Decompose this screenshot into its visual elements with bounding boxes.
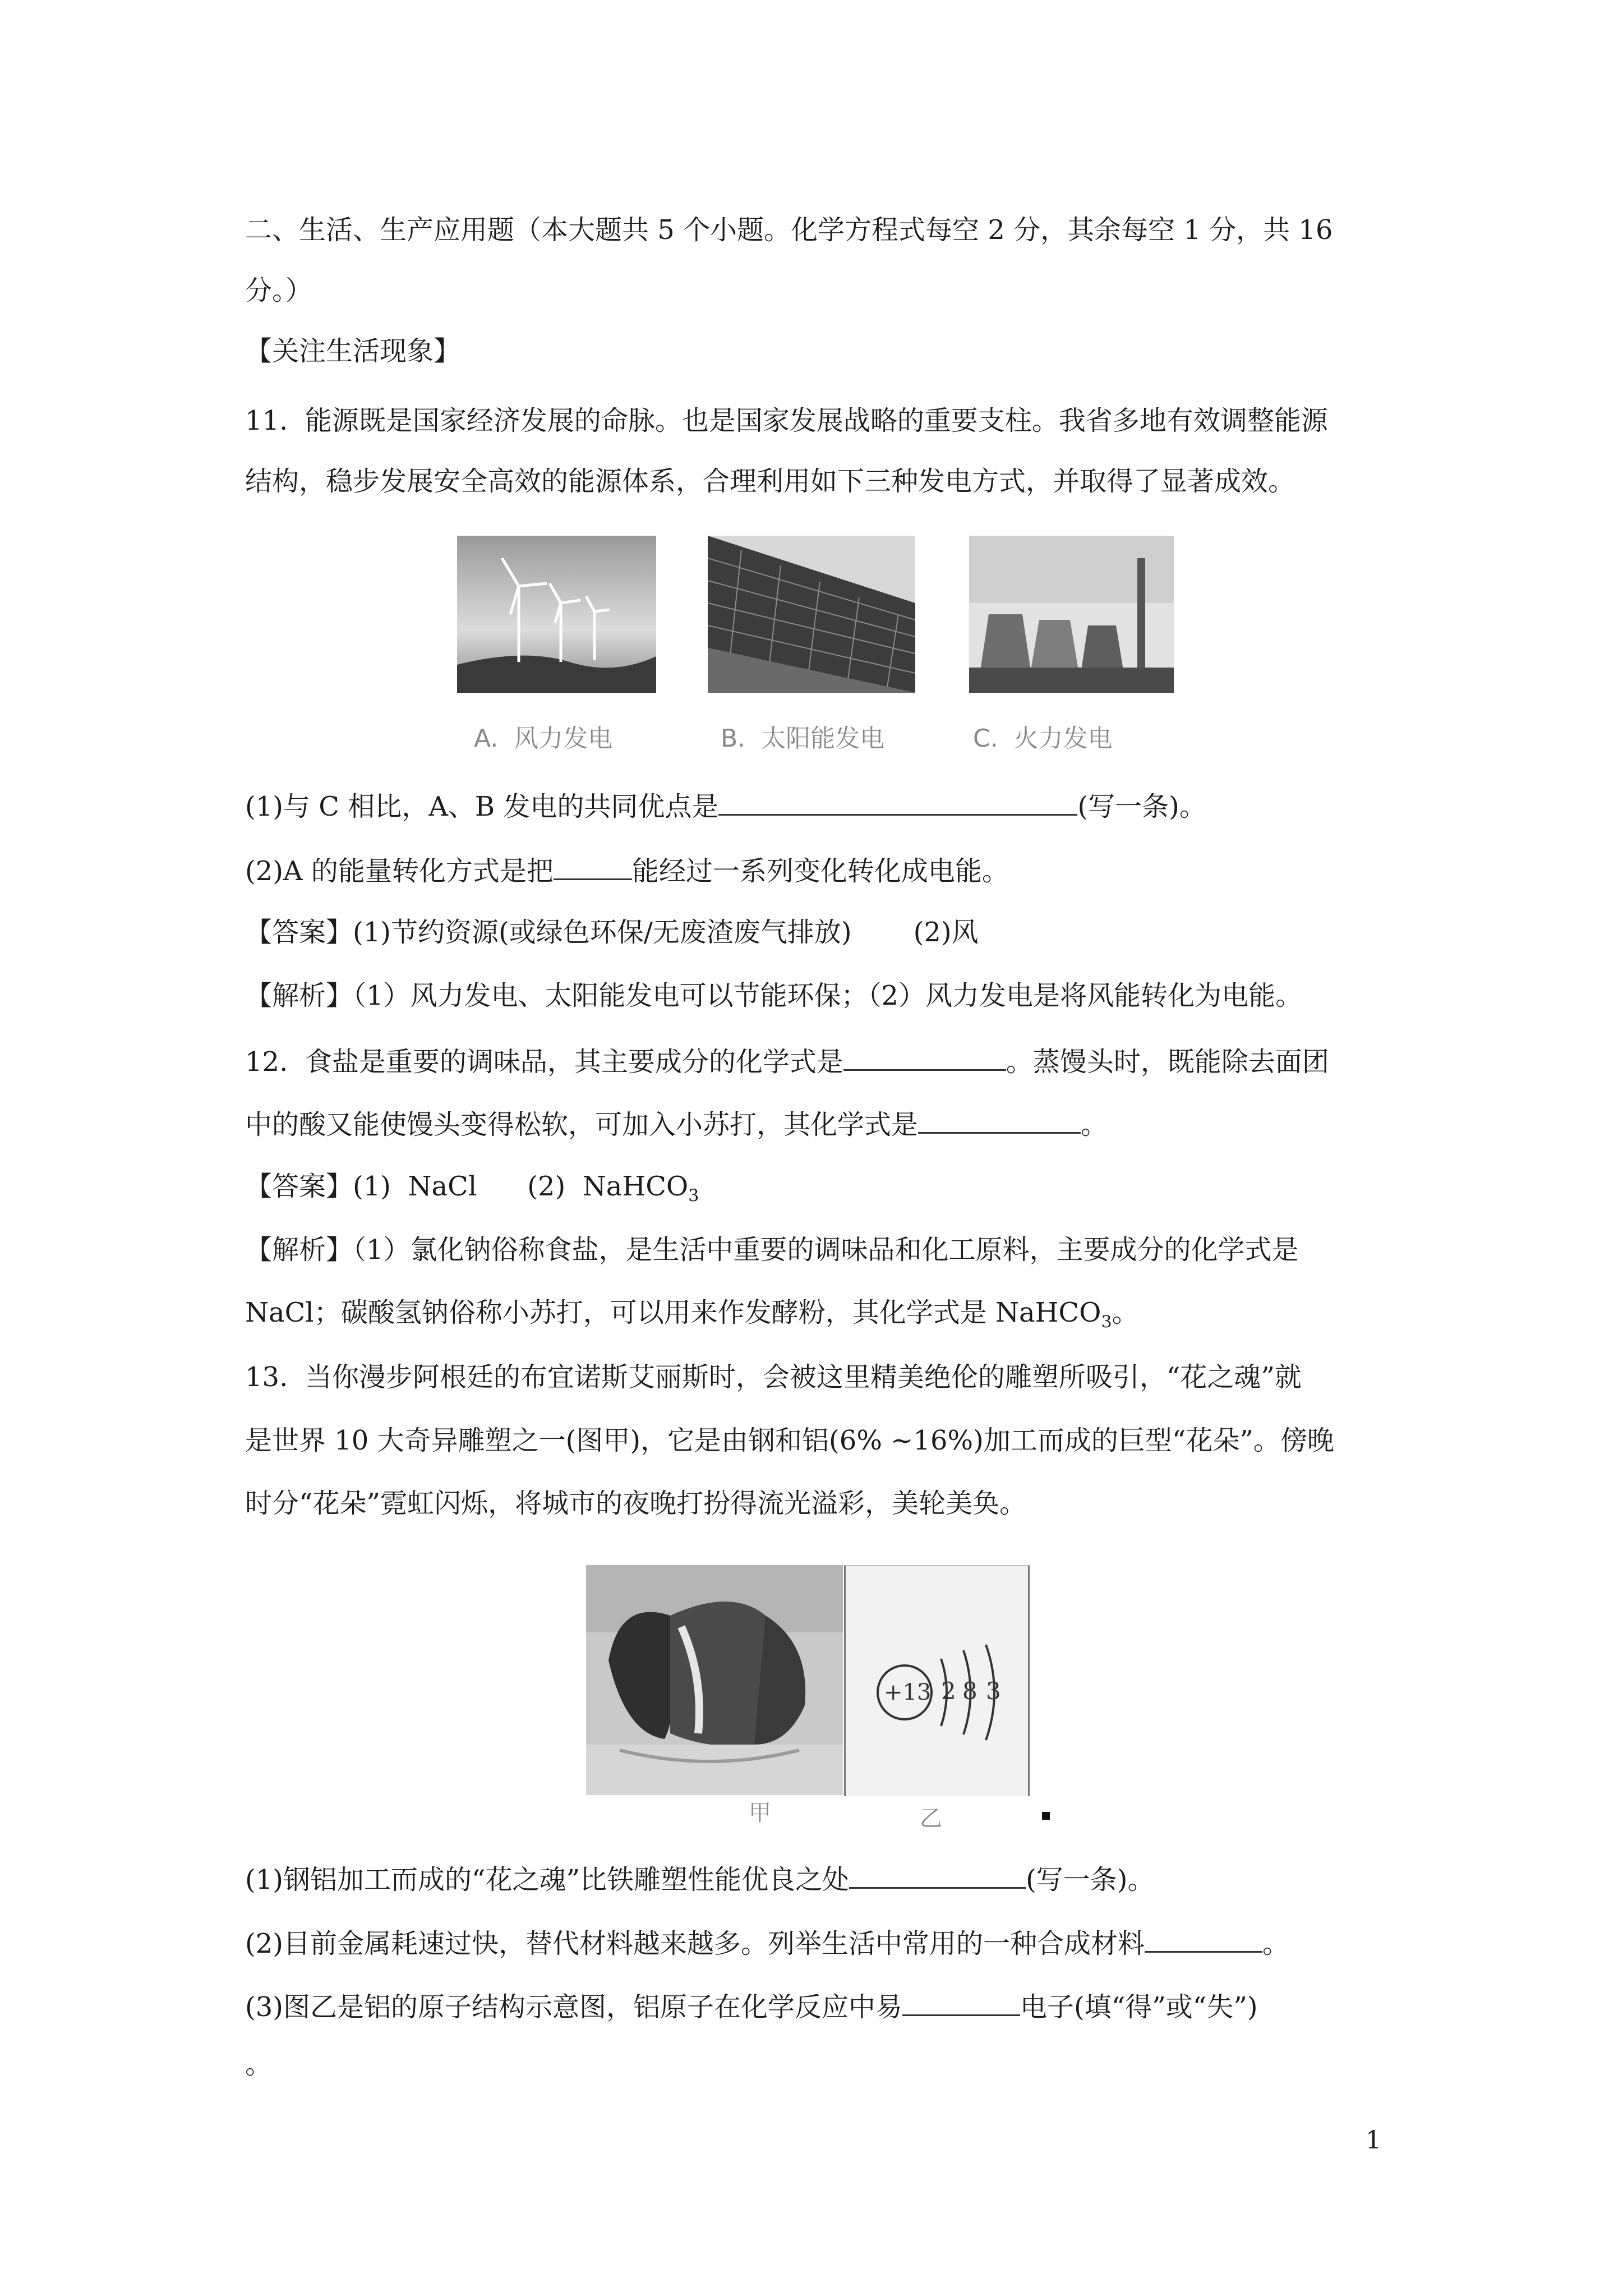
q12-analysis-label: 【解析】 [245, 1234, 353, 1266]
shell-1-electrons: 2 [941, 1677, 956, 1705]
q12-answer-2: (2) NaHCO [527, 1171, 689, 1202]
wind-power-photo [457, 536, 656, 693]
q12-text-1-suffix: 。蒸馒头时，既能除去面团 [1006, 1046, 1329, 1078]
q11-analysis-text: （1）风力发电、太阳能发电可以节能环保；（2）风力发电是将风能转化为电能。 [353, 980, 1303, 1011]
q11-sub2 [245, 853, 1009, 888]
page-number: 1 [1366, 2126, 1381, 2155]
q12-answer-1: (1) NaCl [353, 1171, 477, 1202]
q12-text-2-prefix: 中的酸又能使馒头变得松软，可加入小苏打，其化学式是 [245, 1109, 919, 1140]
shell-2-electrons: 8 [962, 1677, 978, 1705]
q12-analysis-line-1 [245, 1233, 1299, 1267]
q11-analysis-label: 【解析】 [245, 980, 353, 1011]
nucleus-charge: +13 [884, 1680, 932, 1705]
q11-sub2-prefix: (2)A 的能量转化方式是把 [245, 855, 554, 887]
q13-sub2-answer-blank[interactable] [1145, 1925, 1262, 1953]
figure-b-label: 乙 [920, 1806, 942, 1832]
q12-answer-2-subscript: 3 [688, 1186, 699, 1206]
q13-sub3-end: 。 [245, 2049, 273, 2080]
caption-solar-power: B. 太阳能发电 [721, 724, 885, 753]
q12-analysis-text-2: NaCl；碳酸氢钠俗称小苏打，可以用来作发酵粉，其化学式是 NaHCO [245, 1297, 1101, 1328]
q12-answer-label: 【答案】 [245, 1171, 353, 1202]
q12-analysis-line-2 [245, 1296, 1139, 1340]
flower-sculpture-photo [586, 1565, 843, 1795]
section-title-line-1: 二、生活、生产应用题（本大题共 5 个小题。化学方程式每空 2 分，其余每空 1 分，共 16 [245, 214, 1333, 246]
q12-analysis-subscript: 3 [1101, 1312, 1112, 1332]
q13-sub3 [245, 1989, 1258, 2024]
q11-sub1-prefix: (1)与 C 相比，A、B 发电的共同优点是 [245, 791, 719, 822]
q13-text-line-2: 是世界 10 大奇异雕塑之一(图甲)，它是由钢和铝(6% ~16%)加工而成的巨型“花朵”。傍晚 [245, 1425, 1334, 1456]
solar-power-photo [708, 536, 915, 693]
q13-sub1 [245, 1861, 1155, 1897]
marker-square [1042, 1812, 1050, 1820]
q13-sub1-prefix: (1)钢铝加工而成的“花之魂”比铁雕塑性能优良之处 [245, 1864, 850, 1895]
q12-analysis-end: 。 [1112, 1297, 1139, 1328]
section-title-line-2: 分。） [245, 275, 313, 306]
q12-analysis-text-1: （1）氯化钠俗称食盐，是生活中重要的调味品和化工原料，主要成分的化学式是 [353, 1234, 1299, 1266]
q13-sub3-prefix: (3)图乙是铝的原子结构示意图，铝原子在化学反应中易 [245, 1991, 902, 2023]
caption-thermal-power: C. 火力发电 [973, 724, 1113, 753]
thermal-power-photo [969, 536, 1174, 693]
q11-answer-1: (1)节约资源(或绿色环保/无废渣废气排放) [353, 917, 852, 948]
q12-text-line-2 [245, 1106, 1108, 1142]
q11-answer-label: 【答案】 [245, 917, 353, 948]
q12-blank-2[interactable] [918, 1106, 1081, 1134]
q11-sub1-answer-blank[interactable] [718, 788, 1077, 816]
q11-sub1-suffix: (写一条)。 [1077, 791, 1206, 822]
q13-sub1-suffix: (写一条)。 [1026, 1864, 1155, 1895]
q13-text-line-3: 时分“花朵”霓虹闪烁，将城市的夜晚打扮得流光溢彩，美轮美奂。 [245, 1488, 1027, 1519]
q11-sub1 [245, 788, 1206, 823]
q13-sub3-answer-blank[interactable] [902, 1989, 1020, 2016]
q13-text-line-1: 13. 当你漫步阿根廷的布宜诺斯艾丽斯时，会被这里精美绝伦的雕塑所吸引，“花之魂”就 [245, 1361, 1302, 1393]
q12-text-2-suffix: 。 [1081, 1109, 1108, 1140]
q11-text-line-1: 11. 能源既是国家经济发展的命脉。也是国家发展战略的重要支柱。我省多地有效调整能源 [245, 405, 1328, 436]
q12-text-line-1 [245, 1043, 1329, 1079]
figure-a-label: 甲 [749, 1800, 771, 1826]
q13-sub1-answer-blank[interactable] [849, 1861, 1026, 1889]
caption-wind-power: A. 风力发电 [474, 724, 613, 753]
q11-analysis [245, 979, 1302, 1013]
q11-sub2-answer-blank[interactable] [554, 853, 632, 880]
q11-text-line-2: 结构，稳步发展安全高效的能源体系，合理利用如下三种发电方式，并取得了显著成效。 [245, 466, 1295, 497]
q11-answer-2: (2)风 [913, 917, 979, 948]
q13-sub2-suffix: 。 [1262, 1928, 1290, 1959]
q11-answer [245, 915, 979, 949]
q13-sub3-suffix: 电子(填“得”或“失”) [1020, 1991, 1258, 2023]
q12-blank-1[interactable] [843, 1043, 1006, 1071]
q13-sub2-prefix: (2)目前金属耗速过快，替代材料越来越多。列举生活中常用的一种合成材料 [245, 1928, 1145, 1959]
q13-sub2 [245, 1925, 1289, 1961]
q12-text-1-prefix: 12. 食盐是重要的调味品，其主要成分的化学式是 [245, 1046, 843, 1078]
q12-answer [245, 1170, 699, 1213]
q11-sub2-suffix: 能经过一系列变化转化成电能。 [631, 855, 1009, 887]
aluminum-atom-diagram [844, 1565, 1030, 1796]
subsection-heading: 【关注生活现象】 [245, 335, 461, 367]
shell-3-electrons: 3 [986, 1677, 1001, 1705]
